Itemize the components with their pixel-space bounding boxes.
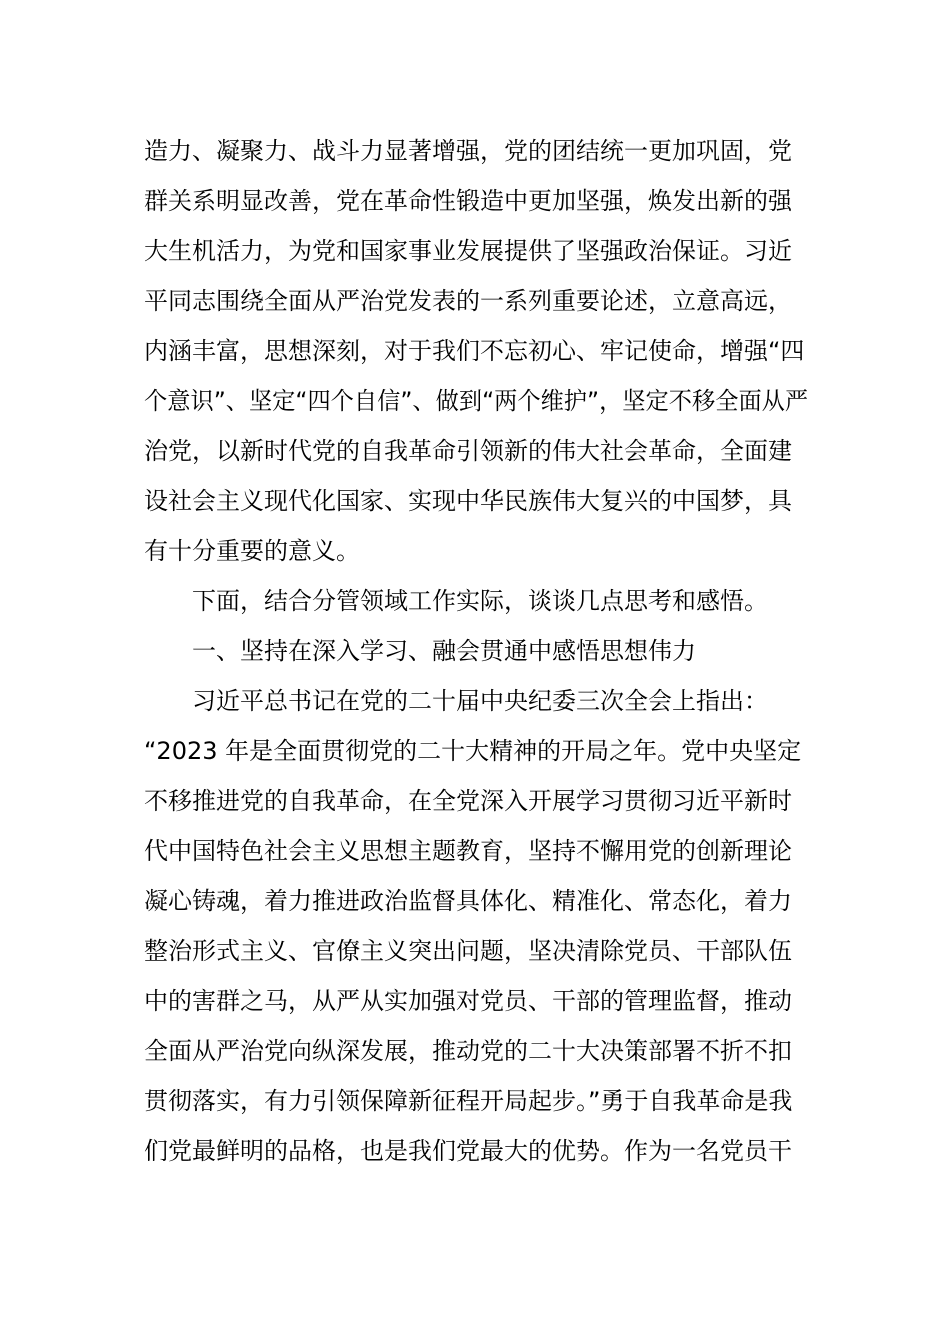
text-line: 贯彻落实，有力引领保障新征程开局起步。”勇于自我革命是我 (144, 1087, 793, 1115)
text-line: 习近平总书记在党的二十届中央纪委三次全会上指出： (144, 687, 768, 715)
text-line: 治党，以新时代党的自我革命引领新的伟大社会革命，全面建 (144, 437, 792, 465)
text-line: 个意识”、坚定“四个自信”、做到“两个维护”，坚定不移全面从严 (144, 387, 809, 415)
text-line: 造力、凝聚力、战斗力显著增强，党的团结统一更加巩固，党 (144, 137, 792, 165)
paragraph-intro-line: 下面，结合分管领域工作实际，谈谈几点思考和感悟。 (144, 587, 768, 615)
text-line: “2023 年是全面贯彻党的二十大精神的开局之年。党中央坚定 (144, 737, 802, 765)
text-line: 凝心铸魂，着力推进政治监督具体化、精准化、常态化，着力 (144, 887, 792, 915)
section-heading: 一、坚持在深入学习、融会贯通中感悟思想伟力 (144, 637, 696, 665)
text-line: 大生机活力，为党和国家事业发展提供了坚强政治保证。习近 (144, 237, 792, 265)
text-line: 们党最鲜明的品格，也是我们党最大的优势。作为一名党员干 (144, 1137, 792, 1165)
text-line: 中的害群之马，从严从实加强对党员、干部的管理监督，推动 (144, 987, 792, 1015)
text-line: 平同志围绕全面从严治党发表的一系列重要论述，立意高远， (144, 287, 792, 315)
text-line: 有十分重要的意义。 (144, 537, 360, 565)
text-line: 代中国特色社会主义思想主题教育，坚持不懈用党的创新理论 (144, 837, 792, 865)
text-line: 群关系明显改善，党在革命性锻造中更加坚强，焕发出新的强 (144, 187, 792, 215)
text-line: 全面从严治党向纵深发展，推动党的二十大决策部署不折不扣 (144, 1037, 792, 1065)
text-line: 内涵丰富，思想深刻，对于我们不忘初心、牢记使命，增强“四 (144, 337, 805, 365)
text-line: 不移推进党的自我革命，在全党深入开展学习贯彻习近平新时 (144, 787, 792, 815)
text-line: 设社会主义现代化国家、实现中华民族伟大复兴的中国梦，具 (144, 487, 792, 515)
text-line: 整治形式主义、官僚主义突出问题，坚决清除党员、干部队伍 (144, 937, 792, 965)
document-body (144, 126, 808, 1176)
